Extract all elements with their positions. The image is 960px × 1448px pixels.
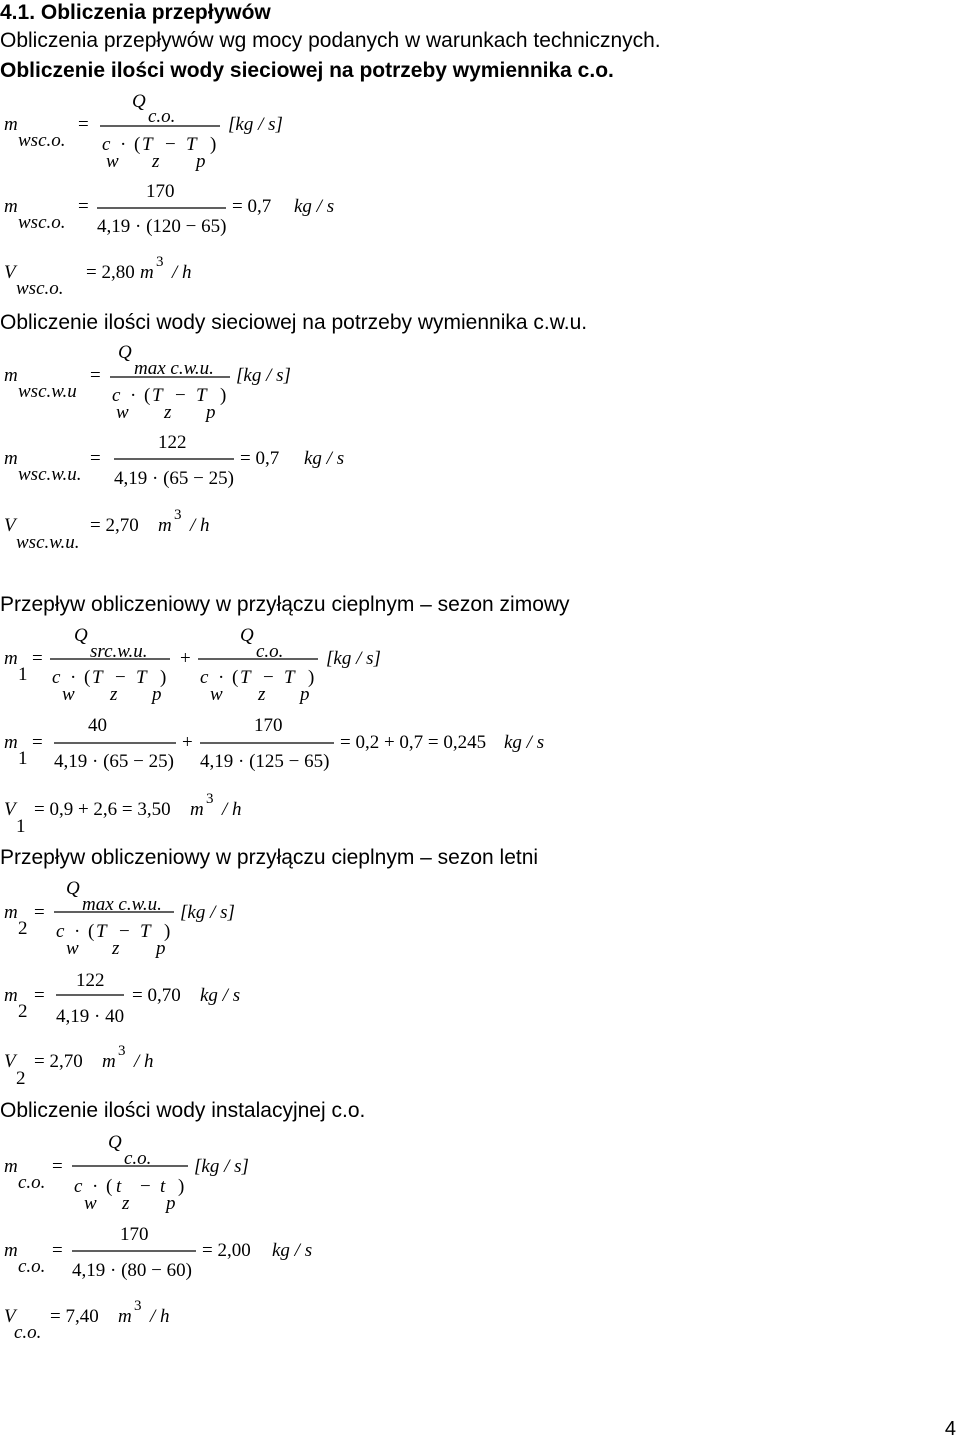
subscript-p: p [152, 684, 162, 705]
unit-kg-s: kg / s [304, 448, 345, 469]
formula-volume-flow-cwu [4, 507, 210, 553]
volume-value: = 2,70 [34, 1051, 83, 1072]
unit-exponent: 3 [174, 507, 182, 523]
symbol-t: T [136, 667, 147, 688]
dot-operator: · [92, 1176, 99, 1197]
dot-operator: · [130, 385, 137, 406]
formula-installation-mass-flow-numeric [4, 1224, 312, 1281]
minus-sign: − [263, 667, 274, 688]
dot-operator: · [120, 134, 127, 155]
subscript-z: z [112, 938, 120, 959]
paren-open: ( [106, 1176, 113, 1197]
formula-summer-mass-flow [4, 878, 235, 959]
result-value: = 0,7 [232, 196, 272, 217]
subscript-co: c.o. [18, 1256, 46, 1277]
symbol-t-lower: t [160, 1176, 166, 1197]
minus-sign: − [165, 134, 176, 155]
numerator: 170 [146, 181, 175, 202]
subscript-p: p [166, 1193, 176, 1214]
minus-sign: − [175, 385, 186, 406]
formula-mass-flow-co-numeric [4, 181, 334, 237]
volume-value: = 2,70 [90, 515, 139, 536]
intro-text: Obliczenia przepływów wg mocy podanych w warunkach technicznych. [0, 29, 661, 52]
numerator: 122 [158, 432, 187, 453]
subscript-w: w [210, 684, 223, 705]
subscript-w: w [66, 938, 79, 959]
numerator-2: 170 [254, 715, 283, 736]
symbol-m: m [4, 114, 18, 135]
subscript-z: z [122, 1193, 130, 1214]
unit-kg-s: kg / s [504, 732, 545, 753]
symbol-t: T [152, 385, 163, 406]
equals-sign: = [32, 732, 43, 753]
symbol-t: T [96, 921, 107, 942]
subscript-w: w [116, 402, 129, 423]
subscript-1: 1 [18, 748, 28, 769]
paren-close: ) [178, 1176, 185, 1197]
subscript-wsc-wu: wsc.w.u [18, 381, 77, 402]
symbol-q: Q [240, 625, 254, 646]
symbol-t: T [92, 667, 103, 688]
formula-winter-volume-flow [4, 791, 242, 837]
plus-sign: + [180, 648, 191, 669]
subscript-co: c.o. [256, 641, 284, 662]
symbol-c: c [102, 134, 111, 155]
subscript-src-wu: src.w.u. [90, 641, 148, 662]
dot-operator: · [70, 667, 77, 688]
symbol-v: V [4, 1306, 16, 1327]
symbol-c: c [52, 667, 61, 688]
equals-sign: = [34, 902, 45, 923]
volume-value: = 2,80 [86, 262, 135, 283]
denominator: 4,19 · (120 − 65) [97, 216, 227, 237]
unit-m: m [140, 262, 154, 283]
unit-kg-s: [kg / s] [180, 902, 235, 923]
subscript-co: c.o. [14, 1322, 42, 1343]
unit-exponent: 3 [134, 1298, 142, 1314]
symbol-t-lower: t [116, 1176, 122, 1197]
paren-close: ) [210, 134, 217, 155]
subscript-w: w [62, 684, 75, 705]
formula-mass-flow-cwu-numeric [4, 432, 344, 489]
result-value: = 2,00 [202, 1240, 251, 1261]
volume-value: = 0,9 + 2,6 = 3,50 [34, 799, 171, 820]
formula-summer-volume-flow [4, 1043, 154, 1089]
subscript-max-cwu: max c.w.u. [82, 894, 162, 915]
unit-per-hour: / h [134, 1051, 154, 1072]
symbol-v: V [4, 515, 16, 536]
subscript-co: c.o. [18, 1172, 46, 1193]
symbol-q: Q [66, 878, 80, 899]
symbol-q: Q [118, 342, 132, 363]
paren-close: ) [164, 921, 171, 942]
symbol-t: T [140, 921, 151, 942]
volume-value: = 7,40 [50, 1306, 99, 1327]
denominator: 4,19 · (80 − 60) [72, 1260, 192, 1281]
heading-installation-water: Obliczenie ilości wody instalacyjnej c.o. [0, 1099, 366, 1122]
subscript-z: z [152, 151, 160, 172]
dot-operator: · [74, 921, 81, 942]
subscript-wsc-o: wsc.o. [18, 212, 66, 233]
symbol-c: c [74, 1176, 83, 1197]
unit-per-hour: / h [150, 1306, 170, 1327]
unit-kg-s: [kg / s] [228, 114, 283, 135]
paren-close: ) [220, 385, 227, 406]
subscript-p: p [196, 151, 206, 172]
subscript-z: z [110, 684, 118, 705]
subscript-z: z [164, 402, 172, 423]
formula-summer-mass-flow-numeric [4, 970, 240, 1027]
unit-per-hour: / h [172, 262, 192, 283]
subscript-co: c.o. [124, 1148, 152, 1169]
unit-kg-s: kg / s [294, 196, 335, 217]
formula-installation-mass-flow [4, 1132, 249, 1214]
symbol-t: T [142, 134, 153, 155]
symbol-m: m [4, 448, 18, 469]
symbol-t: T [284, 667, 295, 688]
subscript-max-cwu: max c.w.u. [134, 358, 214, 379]
symbol-t: T [240, 667, 251, 688]
heading-co-network-water: Obliczenie ilości wody sieciowej na potrzeby wymiennika c.o. [0, 59, 614, 82]
heading-summer-flow: Przepływ obliczeniowy w przyłączu cieplnym – sezon letni [0, 846, 539, 869]
equals-sign: = [90, 365, 101, 386]
minus-sign: − [140, 1176, 151, 1197]
subscript-wsc-wu: wsc.w.u. [18, 464, 82, 485]
subscript-w: w [106, 151, 119, 172]
symbol-c: c [200, 667, 209, 688]
unit-exponent: 3 [206, 791, 214, 807]
equals-sign: = [78, 114, 89, 135]
paren-close: ) [160, 667, 167, 688]
formula-volume-flow-co [4, 254, 192, 299]
unit-per-hour: / h [222, 799, 242, 820]
subscript-z: z [258, 684, 266, 705]
equals-sign: = [32, 648, 43, 669]
numerator-1: 40 [88, 715, 107, 736]
symbol-m: m [4, 732, 18, 753]
subscript-wsc-wu: wsc.w.u. [16, 532, 80, 553]
symbol-m: m [4, 985, 18, 1006]
symbol-v: V [4, 1051, 16, 1072]
heading-cwu-network-water: Obliczenie ilości wody sieciowej na potrzeby wymiennika c.w.u. [0, 311, 588, 334]
symbol-m: m [4, 648, 18, 669]
unit-kg-s: [kg / s] [194, 1156, 249, 1177]
unit-m: m [158, 515, 172, 536]
formula-mass-flow-co [4, 91, 283, 172]
section-title: 4.1. Obliczenia przepływów [0, 1, 271, 24]
symbol-t: T [186, 134, 197, 155]
result-value: = 0,2 + 0,7 = 0,245 [340, 732, 487, 753]
subscript-wsc-o: wsc.o. [18, 130, 66, 151]
subscript-p: p [300, 684, 310, 705]
subscript-1: 1 [16, 816, 26, 837]
equals-sign: = [52, 1156, 63, 1177]
symbol-v: V [4, 799, 16, 820]
subscript-2: 2 [16, 1068, 26, 1089]
paren-open: ( [88, 921, 95, 942]
subscript-p: p [206, 402, 216, 423]
symbol-t: T [196, 385, 207, 406]
paren-open: ( [134, 134, 141, 155]
denominator: 4,19 · 40 [56, 1006, 125, 1027]
symbol-m: m [4, 1156, 18, 1177]
symbol-q: Q [108, 1132, 122, 1153]
symbol-m: m [4, 902, 18, 923]
subscript-co: c.o. [148, 106, 176, 127]
unit-m: m [190, 799, 204, 820]
denominator-2: 4,19 · (125 − 65) [200, 751, 330, 772]
formula-winter-mass-flow [4, 625, 381, 705]
subscript-w: w [84, 1193, 97, 1214]
symbol-q: Q [132, 91, 146, 112]
paren-open: ( [232, 667, 239, 688]
equals-sign: = [90, 448, 101, 469]
dot-operator: · [218, 667, 225, 688]
equals-sign: = [34, 985, 45, 1006]
paren-open: ( [84, 667, 91, 688]
plus-sign: + [182, 732, 193, 753]
unit-exponent: 3 [156, 254, 164, 270]
subscript-2: 2 [18, 1001, 28, 1022]
unit-kg-s: kg / s [200, 985, 241, 1006]
subscript-1: 1 [18, 664, 28, 685]
subscript-2: 2 [18, 918, 28, 939]
paren-open: ( [144, 385, 151, 406]
unit-exponent: 3 [118, 1043, 126, 1059]
symbol-m: m [4, 196, 18, 217]
subscript-p: p [156, 938, 166, 959]
paren-close: ) [308, 667, 315, 688]
heading-winter-flow: Przepływ obliczeniowy w przyłączu cieplnym – sezon zimowy [0, 593, 570, 616]
denominator: 4,19 · (65 − 25) [114, 468, 234, 489]
symbol-c: c [56, 921, 65, 942]
unit-m: m [102, 1051, 116, 1072]
unit-kg-s: kg / s [272, 1240, 313, 1261]
result-value: = 0,70 [132, 985, 181, 1006]
numerator: 170 [120, 1224, 149, 1245]
unit-per-hour: / h [190, 515, 210, 536]
result-value: = 0,7 [240, 448, 280, 469]
formula-winter-mass-flow-numeric [4, 715, 544, 772]
formula-mass-flow-cwu [4, 342, 291, 423]
unit-m: m [118, 1306, 132, 1327]
numerator: 122 [76, 970, 105, 991]
symbol-c: c [112, 385, 121, 406]
denominator-1: 4,19 · (65 − 25) [54, 751, 174, 772]
subscript-wsc-o: wsc.o. [16, 278, 64, 299]
minus-sign: − [115, 667, 126, 688]
formula-installation-volume-flow [4, 1298, 170, 1343]
equals-sign: = [78, 196, 89, 217]
symbol-m: m [4, 365, 18, 386]
symbol-m: m [4, 1240, 18, 1261]
minus-sign: − [119, 921, 130, 942]
equals-sign: = [52, 1240, 63, 1261]
page-number: 4 [944, 1418, 956, 1440]
unit-kg-s: [kg / s] [236, 365, 291, 386]
unit-kg-s: [kg / s] [326, 648, 381, 669]
symbol-q: Q [74, 625, 88, 646]
symbol-v: V [4, 262, 16, 283]
